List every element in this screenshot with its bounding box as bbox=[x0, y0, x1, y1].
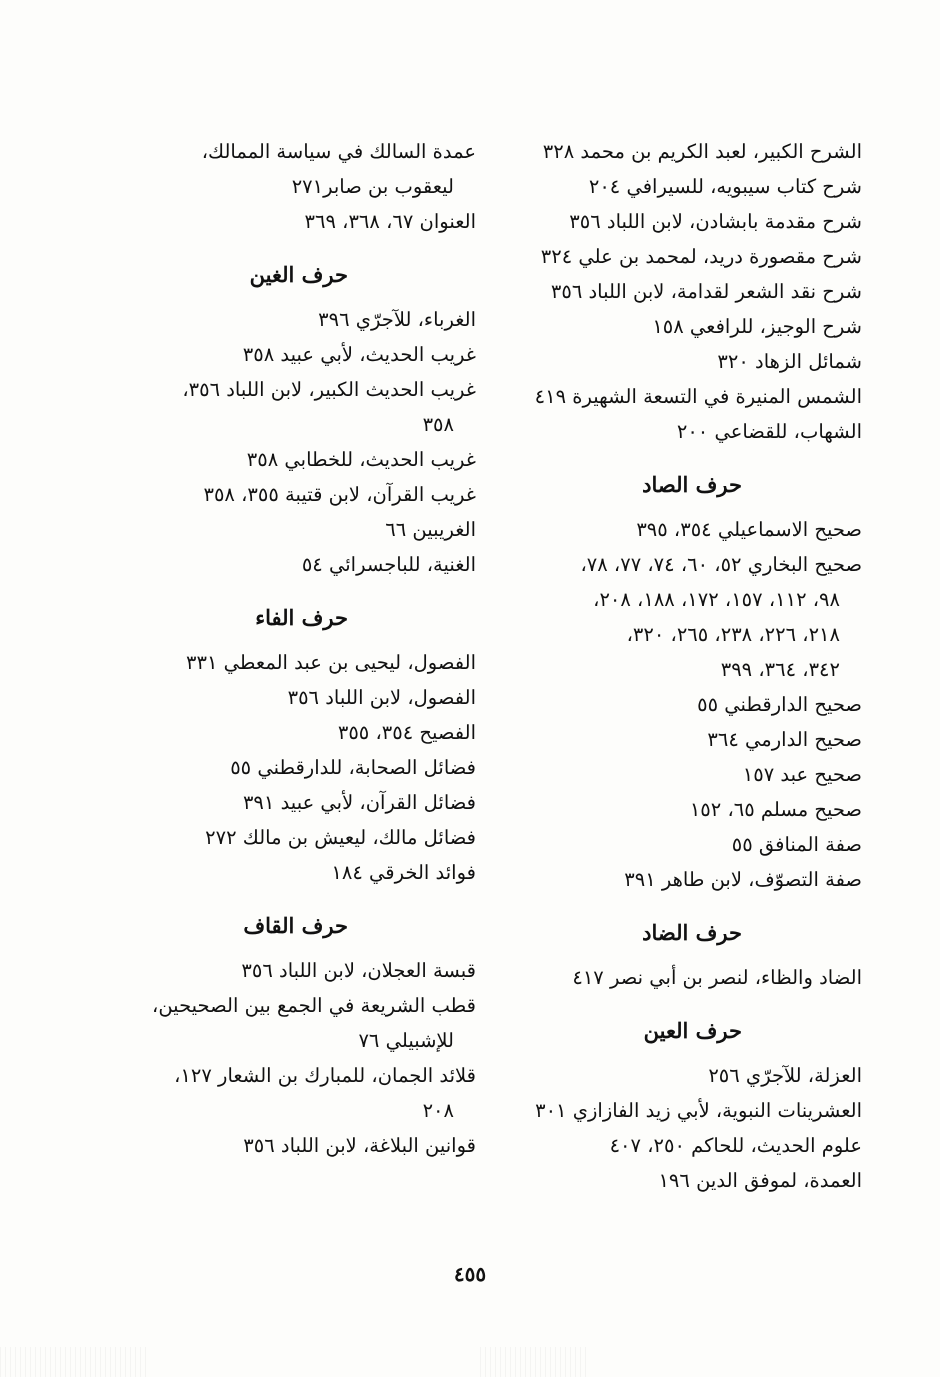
right-column bbox=[482, 134, 862, 1198]
index-entry: صحيح الاسماعيلي ٣٥٤، ٣٩٥ bbox=[636, 518, 862, 541]
index-entry: شرح مقدمة بابشادن، لابن اللباد ٣٥٦ bbox=[569, 210, 862, 233]
section-heading-qaf: حرف القاف bbox=[243, 913, 348, 938]
index-entry: قطب الشريعة في الجمع بين الصحيحين، bbox=[152, 994, 476, 1017]
index-entry: العمدة، لموفق الدين ١٩٦ bbox=[658, 1169, 862, 1192]
index-entry: العنوان ٦٧، ٣٦٨، ٣٦٩ bbox=[304, 210, 476, 233]
index-block bbox=[76, 302, 476, 582]
section-heading-fa: حرف الفاء bbox=[255, 605, 348, 630]
index-entry: فضائل الصحابة، للدارقطني ٥٥ bbox=[230, 756, 476, 779]
index-entry: شرح نقد الشعر لقدامة، لابن اللباد ٣٥٦ bbox=[550, 280, 862, 303]
index-entry: العزلة، للآجرّي ٢٥٦ bbox=[708, 1064, 862, 1087]
index-entry-continuation: ٣٤٢، ٣٦٤، ٣٩٩ bbox=[720, 658, 840, 681]
index-entry: الغرباء، للآجرّي ٣٩٦ bbox=[318, 308, 476, 331]
index-entry-continuation: ٢١٨، ٢٢٦، ٢٣٨، ٢٦٥، ٣٢٠، bbox=[626, 623, 840, 646]
left-column bbox=[76, 134, 476, 1163]
index-entry: فضائل مالك، ليعيش بن مالك ٢٧٢ bbox=[205, 826, 476, 849]
index-entry: شمائل الزهاد ٣٢٠ bbox=[717, 350, 862, 373]
section-heading-dad: حرف الضاد bbox=[642, 920, 742, 945]
index-entry: صحيح الدارمي ٣٦٤ bbox=[707, 728, 862, 751]
index-entry: قوانين البلاغة، لابن اللباد ٣٥٦ bbox=[243, 1134, 476, 1157]
index-entry: صحيح مسلم ٦٥، ١٥٢ bbox=[689, 798, 862, 821]
index-entry: الفصول، لابن اللباد ٣٥٦ bbox=[287, 686, 476, 709]
index-entry: فضائل القرآن، لأبي عبيد ٣٩١ bbox=[242, 791, 476, 814]
index-entry: شرح الوجيز، للرافعي ١٥٨ bbox=[652, 315, 862, 338]
index-entry: علوم الحديث، للحاكم ٢٥٠، ٤٠٧ bbox=[609, 1134, 862, 1157]
index-entry-continuation: ٢٠٨ bbox=[422, 1099, 454, 1122]
section-heading-ain: حرف العين bbox=[643, 1018, 742, 1043]
index-entry: شرح مقصورة دريد، لمحمد بن علي ٣٢٤ bbox=[540, 245, 862, 268]
index-entry: غريب الحديث، لأبي عبيد ٣٥٨ bbox=[242, 343, 476, 366]
index-entry: الفصيح ٣٥٤، ٣٥٥ bbox=[337, 721, 476, 744]
page-number: ٤٥٥ bbox=[453, 1262, 487, 1286]
index-entry: الغنية، للباجسرائي ٥٤ bbox=[301, 553, 476, 576]
index-entry: غريب الحديث الكبير، لابن اللباد ٣٥٦، bbox=[182, 378, 476, 401]
index-block bbox=[482, 1058, 862, 1198]
index-entry-continuation: ليعقوب بن صابر٢٧١ bbox=[291, 175, 454, 198]
index-entry: صحيح عبد ١٥٧ bbox=[742, 763, 862, 786]
index-entry: قلائد الجمان، للمبارك بن الشعار ١٢٧، bbox=[174, 1064, 476, 1087]
index-block bbox=[76, 645, 476, 890]
index-entry: صفة التصوّف، لابن طاهر ٣٩١ bbox=[624, 868, 862, 891]
section-heading-ghain: حرف الغين bbox=[249, 262, 348, 287]
index-entry: الغريبين ٦٦ bbox=[385, 518, 476, 541]
index-entry: عمدة السالك في سياسة الممالك، bbox=[201, 140, 476, 163]
index-entry: غريب القرآن، لابن قتيبة ٣٥٥، ٣٥٨ bbox=[203, 483, 476, 506]
index-entry-continuation: للإشبيلي ٧٦ bbox=[358, 1029, 454, 1052]
index-entry: صحيح البخاري ٥٢، ٦٠، ٧٤، ٧٧، ٧٨، bbox=[580, 553, 862, 576]
index-entry: قبسة العجلان، لابن اللباد ٣٥٦ bbox=[241, 959, 476, 982]
scan-noise bbox=[0, 1347, 150, 1377]
index-block bbox=[482, 960, 862, 995]
index-entry: الشرح الكبير، لعبد الكريم بن محمد ٣٢٨ bbox=[542, 140, 862, 163]
index-entry: شرح كتاب سيبويه، للسيرافي ٢٠٤ bbox=[588, 175, 862, 198]
index-entry-continuation: ٩٨، ١١٢، ١٥٧، ١٧٢، ١٨٨، ٢٠٨، bbox=[593, 588, 840, 611]
index-entry: صفة المنافق ٥٥ bbox=[731, 833, 862, 856]
index-entry: غريب الحديث، للخطابي ٣٥٨ bbox=[246, 448, 476, 471]
index-entry: صحيح الدارقطني ٥٥ bbox=[697, 693, 862, 716]
index-entry: العشرينات النبوية، لأبي زيد الفازازي ٣٠١ bbox=[535, 1099, 862, 1122]
index-block bbox=[76, 134, 476, 239]
section-heading-sad: حرف الصاد bbox=[642, 472, 742, 497]
index-block bbox=[482, 512, 862, 897]
scan-noise bbox=[480, 1347, 590, 1377]
index-block bbox=[482, 134, 862, 449]
index-entry-continuation: ٣٥٨ bbox=[422, 413, 454, 436]
index-entry: الشهاب، للقضاعي ٢٠٠ bbox=[676, 420, 862, 443]
index-block bbox=[76, 953, 476, 1163]
index-entry: الفصول، ليحيى بن عبد المعطي ٣٣١ bbox=[186, 651, 476, 674]
index-entry: الشمس المنيرة في التسعة الشهيرة ٤١٩ bbox=[534, 385, 862, 408]
index-entry: فوائد الخرقي ١٨٤ bbox=[331, 861, 476, 884]
index-entry: الضاد والظاء، لنصر بن أبي نصر ٤١٧ bbox=[572, 966, 862, 989]
